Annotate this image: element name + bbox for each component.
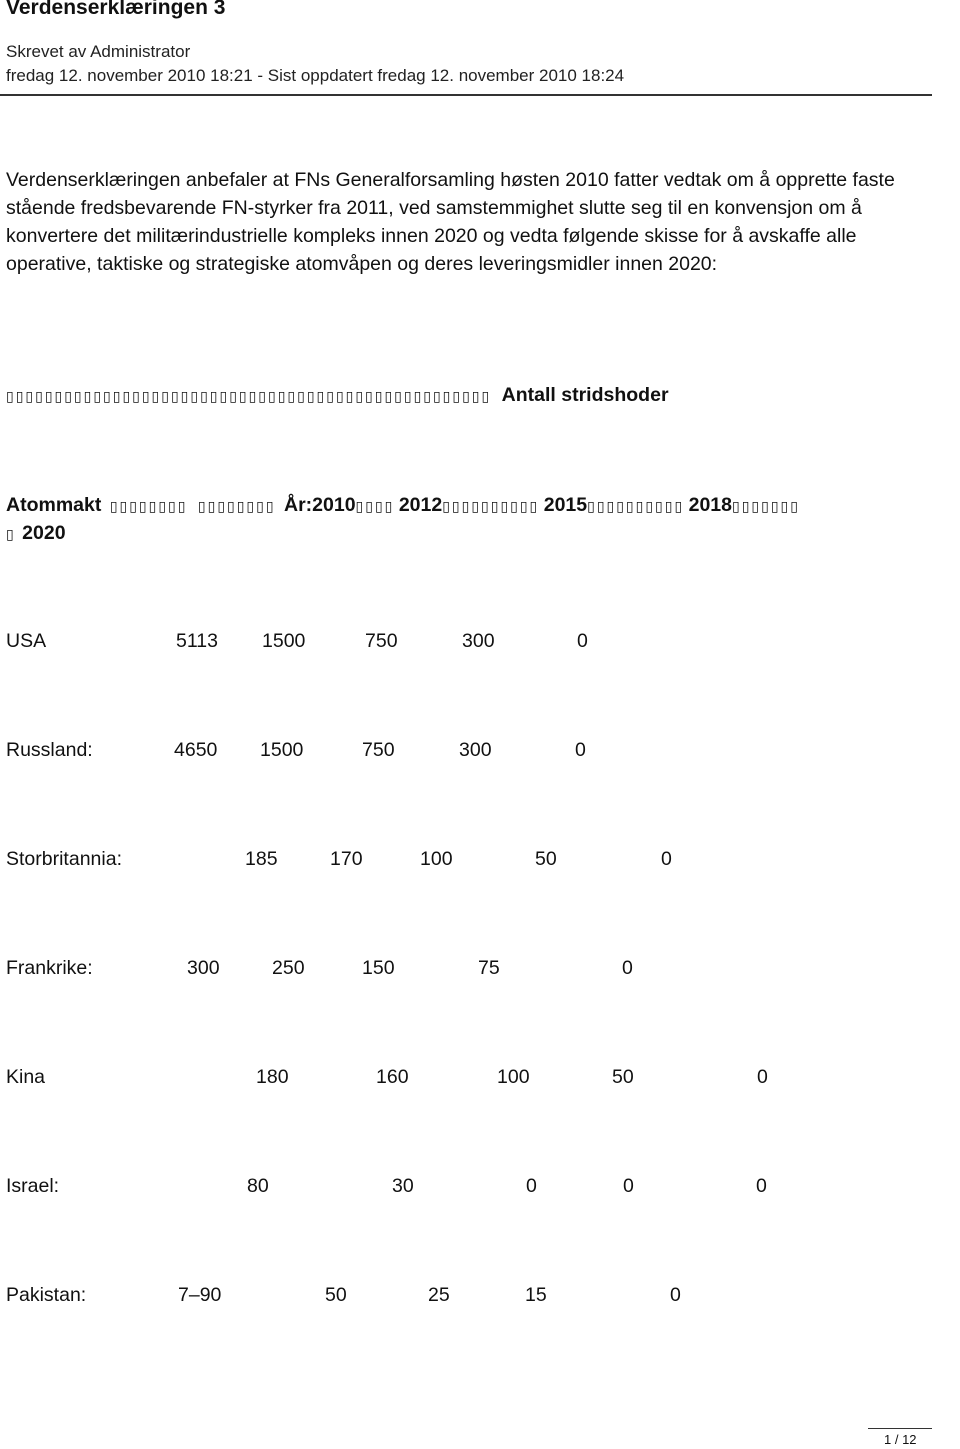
country-cell: Storbritannia:: [6, 848, 122, 870]
missing-glyph-boxes: ▯▯▯▯▯▯▯▯▯▯: [587, 499, 685, 515]
country-cell: Kina: [6, 1066, 46, 1088]
missing-glyph-boxes: ▯▯▯▯▯▯▯▯: [197, 499, 276, 515]
header-year-2015: 2015: [543, 494, 588, 516]
missing-glyph-boxes: ▯▯▯▯: [355, 499, 395, 515]
value-cell: 30: [392, 1175, 414, 1197]
table-row: [0, 957, 960, 987]
value-cell: 5113: [176, 630, 218, 652]
header-year-2012: 2012: [398, 494, 443, 516]
value-cell: 180: [256, 1066, 289, 1088]
value-cell: 1500: [262, 630, 306, 652]
country-cell: USA: [6, 630, 47, 652]
header-year-2010: År:2010: [284, 494, 356, 516]
page-number: 1 / 12: [884, 1432, 917, 1447]
table-row: [0, 1066, 960, 1096]
value-cell: 7–90: [178, 1284, 222, 1306]
country-cell: Frankrike:: [6, 957, 93, 979]
value-cell: 25: [428, 1284, 450, 1306]
table-row: [0, 630, 960, 660]
value-cell: 300: [187, 957, 220, 979]
value-cell: 0: [661, 848, 672, 870]
header-divider: [0, 94, 932, 96]
value-cell: 80: [247, 1175, 269, 1197]
header-year-2018: 2018: [688, 494, 732, 516]
value-cell: 0: [575, 739, 586, 761]
table-header-continued: [6, 522, 66, 550]
page-title: Verdenserklæringen 3: [6, 0, 226, 19]
missing-glyph-boxes: ▯: [6, 527, 16, 543]
table-header: [6, 494, 800, 522]
value-cell: 0: [622, 957, 633, 979]
value-cell: 185: [245, 848, 278, 870]
header-label: Atommakt: [6, 494, 102, 516]
value-cell: 0: [756, 1175, 767, 1197]
value-cell: 1500: [260, 739, 304, 761]
intro-text: Verdenserklæringen anbefaler at FNs Generalforsamling høsten 2010 fatter vedtak om å opprette faste stående fredsbevarende FN-styrker fra 2011, ved samstemmighet slutte seg til en konvensjon om å konvertere det militærindustrielle kompleks innen 2020 og vedta følgende skisse for å avskaffe alle operative, taktiske og strategiske atomvåpen og deres leveringsmidler innen 2020:: [6, 169, 895, 275]
value-cell: 300: [462, 630, 495, 652]
value-cell: 4650: [174, 739, 218, 761]
value-cell: 0: [577, 630, 588, 652]
value-cell: 50: [612, 1066, 634, 1088]
value-cell: 300: [459, 739, 492, 761]
value-cell: 0: [623, 1175, 634, 1197]
author-line: Skrevet av Administrator: [6, 42, 191, 61]
missing-glyph-boxes: ▯▯▯▯▯▯▯▯: [109, 499, 188, 515]
value-cell: 15: [525, 1284, 547, 1306]
intro-paragraph: [6, 166, 926, 278]
missing-glyph-boxes: ▯▯▯▯▯▯▯▯▯▯▯▯▯▯▯▯▯▯▯▯▯▯▯▯▯▯▯▯▯▯▯▯▯▯▯▯▯▯▯▯▯▯▯▯▯▯▯▯▯▯: [6, 389, 492, 405]
country-cell: Russland:: [6, 739, 93, 761]
table-caption: [6, 384, 669, 412]
value-cell: 50: [325, 1284, 347, 1306]
value-cell: 75: [478, 957, 500, 979]
value-cell: 0: [526, 1175, 537, 1197]
value-cell: 170: [330, 848, 363, 870]
missing-glyph-boxes: ▯▯▯▯▯▯▯▯▯▯: [442, 499, 540, 515]
country-cell: Israel:: [6, 1175, 60, 1197]
missing-glyph-boxes: ▯▯▯▯▯▯▯: [732, 499, 800, 515]
value-cell: 160: [376, 1066, 409, 1088]
value-cell: 250: [272, 957, 305, 979]
value-cell: 0: [757, 1066, 768, 1088]
value-cell: 50: [535, 848, 557, 870]
table-row: [0, 739, 960, 769]
value-cell: 0: [670, 1284, 681, 1306]
value-cell: 750: [365, 630, 398, 652]
value-cell: 750: [362, 739, 395, 761]
table-row: [0, 1175, 960, 1205]
header-year-2020: 2020: [22, 522, 66, 544]
date-line: fredag 12. november 2010 18:21 - Sist oppdatert fredag 12. november 2010 18:24: [6, 66, 625, 85]
footer-divider: [868, 1428, 932, 1429]
caption-text: Antall stridshoder: [501, 384, 669, 406]
value-cell: 100: [420, 848, 453, 870]
value-cell: 150: [362, 957, 395, 979]
country-cell: Pakistan:: [6, 1284, 87, 1306]
table-row: [0, 848, 960, 878]
value-cell: 100: [497, 1066, 530, 1088]
table-row: [0, 1284, 960, 1314]
